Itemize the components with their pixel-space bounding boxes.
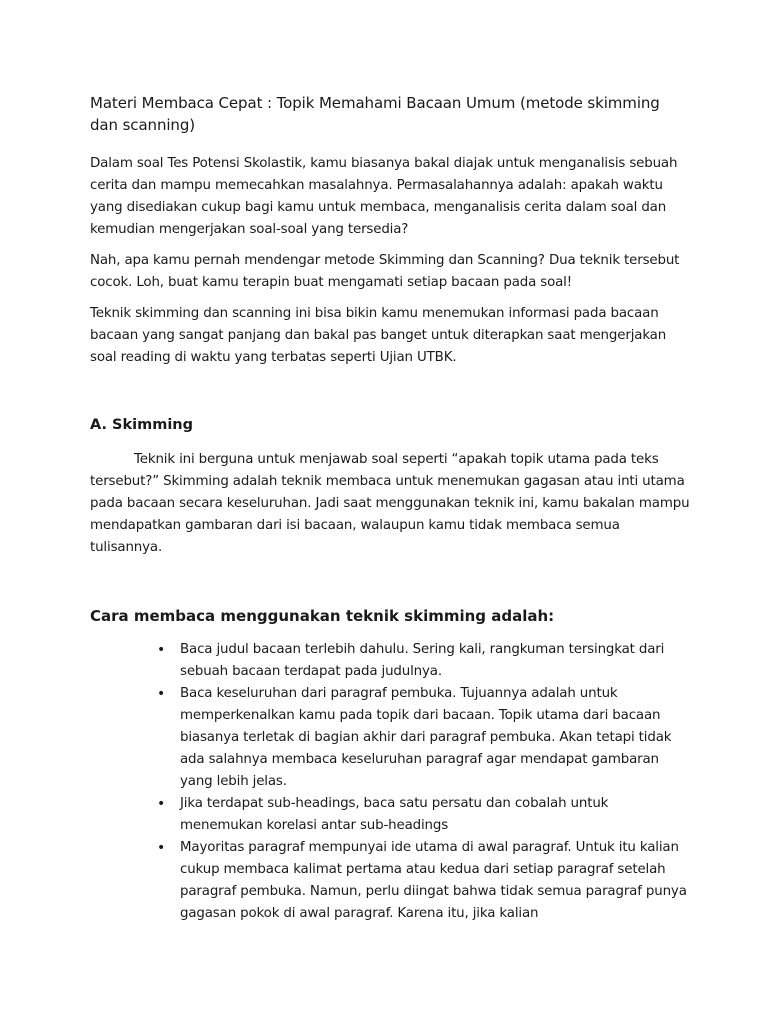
how-to-heading: Cara membaca menggunakan teknik skimming adalah: [90, 607, 555, 625]
section-a-heading: A. Skimming [90, 417, 193, 433]
list-item-text: Mayoritas paragraf mempunyai ide utama di awal paragraf. Untuk itu kalian cukup membaca kalimat pertama atau kedua dari setiap paragraf setelah paragraf pembuka. Namun, perlu diingat bahwa tidak semua paragraf punya gagasan pokok di awal paragraf. Karena itu, jika kalian [180, 840, 687, 921]
list-item-text: Baca judul bacaan terlebih dahulu. Sering kali, rangkuman tersingkat dari sebuah bacaan terdapat pada judulnya. [180, 642, 665, 679]
bullet-icon: • [157, 642, 166, 658]
intro-paragraph-2: Nah, apa kamu pernah mendengar metode Skimming dan Scanning? Dua teknik tersebut cocok. Loh, buat kamu terapin buat mengamati setiap bacaan pada soal! [90, 253, 680, 290]
list-item [90, 683, 690, 793]
intro-paragraph-3: Teknik skimming dan scanning ini bisa bikin kamu menemukan informasi pada bacaan bacaan yang sangat panjang dan bakal pas banget untuk diterapkan saat mengerjakan soal reading di waktu yang terbatas seperti Ujian UTBK. [90, 306, 667, 365]
list-item [90, 639, 690, 683]
bullet-icon: • [157, 686, 166, 702]
list-item [90, 837, 690, 925]
document-page [90, 92, 690, 925]
bullet-icon: • [157, 796, 166, 812]
intro-paragraph-1: Dalam soal Tes Potensi Skolastik, kamu biasanya bakal diajak untuk menganalisis sebuah cerita dan mampu memecahkan masalahnya. Permasalahannya adalah: apakah waktu yang disediakan cukup bagi kamu untuk membaca, menganalisis cerita dalam soal dan kemudian mengerjakan soal-soal yang tersedia? [90, 156, 678, 237]
section-a-paragraph: Teknik ini berguna untuk menjawab soal seperti “apakah topik utama pada teks tersebut?” Skimming adalah teknik membaca untuk menemukan gagasan atau inti utama pada bacaan secara keseluruhan. Jadi saat menggunakan teknik ini, kamu bakalan mampu mendapatkan gambaran dari isi bacaan, walaupun kamu tidak membaca semua tulisannya. [90, 452, 690, 555]
list-item-text: Baca keseluruhan dari paragraf pembuka. Tujuannya adalah untuk memperkenalkan kamu pada topik dari bacaan. Topik utama dari bacaan biasanya terletak di bagian akhir dari paragraf pembuka. Akan tetapi tidak ada salahnya membaca keseluruhan paragraf agar mendapat gambaran yang lebih jelas. [180, 686, 672, 789]
document-title: Materi Membaca Cepat : Topik Memahami Bacaan Umum (metode skimming dan scanning) [90, 94, 660, 134]
bullet-icon: • [157, 840, 166, 856]
list-item [90, 793, 690, 837]
how-to-bullet-list [90, 639, 690, 925]
list-item-text: Jika terdapat sub-headings, baca satu persatu dan cobalah untuk menemukan korelasi antar sub-headings [180, 796, 609, 833]
